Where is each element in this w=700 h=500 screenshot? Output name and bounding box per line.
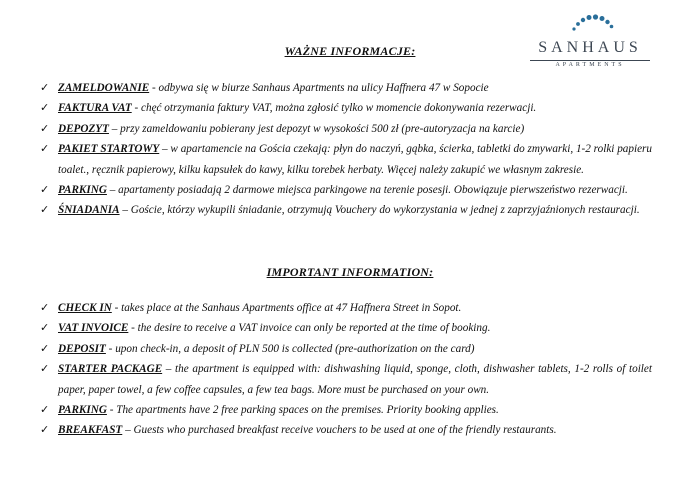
item-text: – apartamenty posiadają 2 darmowe miejsca parkingowe na terenie posesji. Obowiązuje pierwszeństwo rezerwacji. xyxy=(106,184,628,197)
logo-subtitle: APARTMENTS xyxy=(555,62,625,68)
check-icon: ✓ xyxy=(40,82,50,94)
check-icon: ✓ xyxy=(40,204,50,217)
logo-dot xyxy=(593,14,598,19)
english-heading: IMPORTANT INFORMATION: xyxy=(266,265,434,279)
list-item xyxy=(40,180,652,200)
item-key: PARKING xyxy=(58,184,107,197)
check-icon: ✓ xyxy=(40,342,50,355)
item-text: – przy zameldowaniu pobierany jest depozyt w wysokości 500 zł (pre-autoryzacja na karcie) xyxy=(108,122,525,135)
item-key: FAKTURA VAT xyxy=(58,102,132,115)
english-info-list xyxy=(40,298,652,441)
logo-dot xyxy=(587,15,592,20)
item-text: - chęć otrzymania faktury VAT, można zgłosić tylko w momencie dokonywania rezerwacji. xyxy=(131,102,537,115)
list-item xyxy=(40,318,652,338)
check-icon: ✓ xyxy=(40,143,50,156)
item-key: DEPOSIT xyxy=(58,342,106,355)
list-item xyxy=(40,420,652,440)
logo-dot xyxy=(600,16,605,21)
item-text: – the apartment is equipped with: dishwashing liquid, sponge, cloth, dishwasher tablets, 1-2 rolls of toilet paper, paper towel, a few coffee capsules, a few tea bags. More must be purchased on your own. xyxy=(58,363,652,396)
list-item xyxy=(40,78,652,98)
polish-info-list xyxy=(40,78,652,221)
list-item xyxy=(40,298,652,318)
item-key: PAKIET STARTOWY xyxy=(58,143,160,156)
list-item xyxy=(40,339,652,359)
item-key: ZAMELDOWANIE xyxy=(58,82,150,94)
item-text: - takes place at the Sanhaus Apartments office at 47 Haffnera Street in Sopot. xyxy=(111,302,462,314)
check-icon: ✓ xyxy=(40,184,50,197)
list-item xyxy=(40,359,652,400)
list-item xyxy=(40,139,652,180)
item-key: STARTER PACKAGE xyxy=(58,363,163,376)
item-text: - upon check-in, a deposit of PLN 500 is collected (pre-authorization on the card) xyxy=(105,342,475,355)
list-item xyxy=(40,200,652,220)
item-key: PARKING xyxy=(58,404,107,417)
polish-heading: WAŻNE INFORMACJE: xyxy=(284,44,416,58)
logo-brand: SANHAUS xyxy=(538,39,642,56)
logo-dot xyxy=(581,18,585,22)
item-key: DEPOZYT xyxy=(58,122,109,135)
logo-dot xyxy=(576,22,580,26)
item-text: – w apartamencie na Gościa czekają: płyn do naczyń, gąbka, ścierka, tabletki do zmywarki, 1-2 rolki papieru toalet., ręcznik papierowy, kilku kapsułek do kawy, kilku torebek herbaty. Więcej należy zakupić we własnym zakresie. xyxy=(58,143,652,176)
list-item xyxy=(40,119,652,139)
list-item xyxy=(40,98,652,118)
item-text: - the desire to receive a VAT invoice can only be reported at the time of booking. xyxy=(128,322,491,335)
logo-dots-icon xyxy=(520,12,660,32)
item-text: - The apartments have 2 free parking spaces on the premises. Priority booking applies. xyxy=(106,404,499,417)
item-key: VAT INVOICE xyxy=(58,322,129,335)
check-icon: ✓ xyxy=(40,424,50,437)
item-text: – Guests who purchased breakfast receive vouchers to be used at one of the friendly restaurants. xyxy=(122,424,557,437)
check-icon: ✓ xyxy=(40,363,50,376)
item-key: CHECK IN xyxy=(58,302,112,314)
item-key: BREAKFAST xyxy=(58,424,123,437)
logo-dot xyxy=(610,25,614,29)
check-icon: ✓ xyxy=(40,404,50,417)
item-text: - odbywa się w biurze Sanhaus Apartments na ulicy Haffnera 47 w Sopocie xyxy=(149,82,489,94)
list-item xyxy=(40,400,652,420)
check-icon: ✓ xyxy=(40,302,50,314)
check-icon: ✓ xyxy=(40,102,50,115)
sanhaus-logo xyxy=(520,12,660,70)
logo-dot xyxy=(605,20,609,24)
check-icon: ✓ xyxy=(40,122,50,135)
item-key: ŚNIADANIA xyxy=(58,204,120,217)
item-text: – Goście, którzy wykupili śniadanie, otrzymują Vouchery do wykorzystania w jednej z zaprzyjaźnionych restauracji. xyxy=(119,204,640,217)
logo-dot xyxy=(572,27,575,30)
check-icon: ✓ xyxy=(40,322,50,335)
logo-rule xyxy=(530,60,650,61)
